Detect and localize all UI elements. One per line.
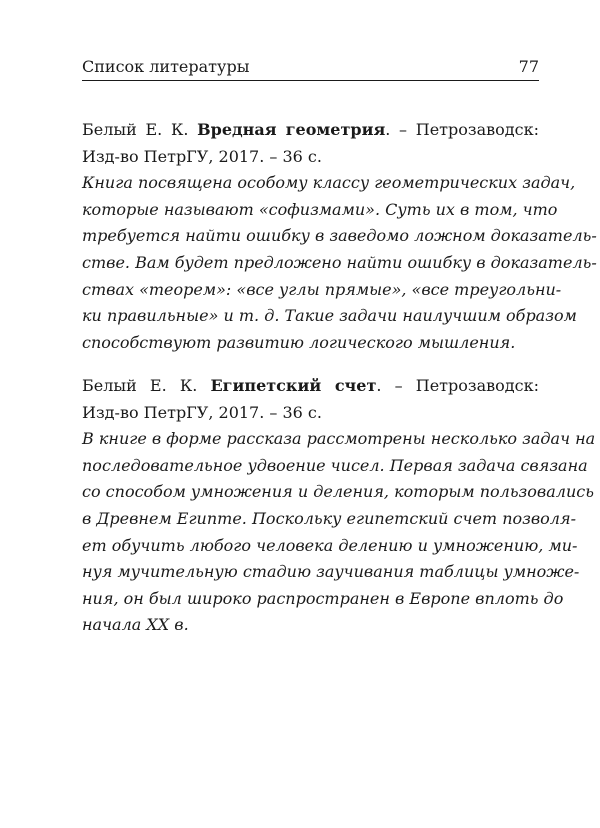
annotation-line: со способом умножения и деления, которым пользовались	[82, 482, 594, 502]
annotation-line: ки правильные» и т. д. Такие задачи наилучшим образом	[82, 306, 577, 326]
entry-publisher-line: Изд-во ПетрГУ, 2017. – 36 с.	[82, 402, 322, 422]
annotation-line: в Древнем Египте. Поскольку египетский счет позволя-	[82, 508, 576, 528]
annotation-line: способствуют развитию логического мышления.	[82, 332, 516, 352]
header-rule	[82, 80, 539, 81]
entry-publisher-head: . – Петрозаводск:	[376, 376, 540, 395]
annotation-line: которые называют «софизмами». Суть их в том, что	[82, 199, 558, 219]
annotation-line: В книге в форме рассказа рассмотрены несколько задач на	[82, 429, 596, 449]
entry-author: Белый Е. К.	[82, 120, 189, 139]
page-header	[82, 56, 539, 80]
entry-annotation	[82, 426, 596, 639]
bibliography-entry	[82, 117, 597, 356]
annotation-line: ния, он был широко распространен в Европе вплоть до	[82, 588, 564, 608]
citation-line	[82, 373, 539, 400]
entry-publisher-head: . – Петрозаводск:	[385, 120, 540, 139]
annotation-line: ствах «теорем»: «все углы прямые», «все треугольни-	[82, 279, 562, 299]
annotation-line: требуется найти ошибку в заведомо ложном доказатель-	[82, 226, 597, 246]
entry-title: Египетский счет	[210, 376, 377, 395]
annotation-line: начала XX в.	[82, 615, 189, 635]
annotation-line: ет обучить любого человека делению и умножению, ми-	[82, 535, 578, 555]
citation-line	[82, 117, 539, 144]
page-number: 77	[518, 57, 539, 76]
annotation-line: последовательное удвоение чисел. Первая задача связана	[82, 455, 588, 475]
entry-author: Белый Е. К.	[82, 376, 198, 395]
entry-publisher-line: Изд-во ПетрГУ, 2017. – 36 с.	[82, 146, 322, 166]
annotation-line: стве. Вам будет предложено найти ошибку в доказатель-	[82, 252, 597, 272]
entry-title: Вредная геометрия	[197, 120, 386, 139]
running-title: Список литературы	[82, 57, 250, 76]
bibliography-entry	[82, 373, 596, 639]
annotation-line: нуя мучительную стадию заучивания таблицы умноже-	[82, 562, 580, 582]
entry-annotation	[82, 170, 597, 356]
annotation-line: Книга посвящена особому классу геометрических задач,	[82, 173, 576, 193]
